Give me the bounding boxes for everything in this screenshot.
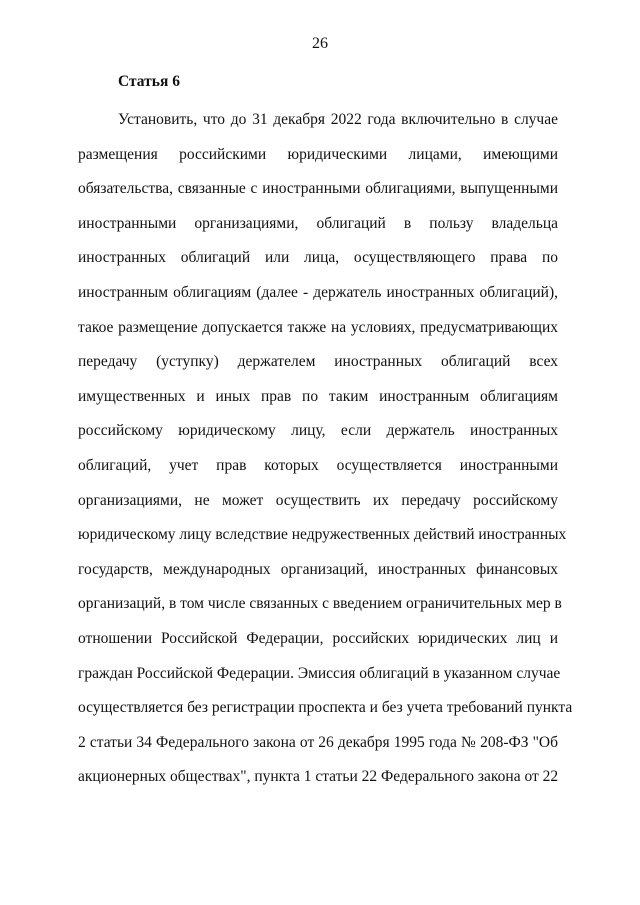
body-line: иностранными организациями, облигаций в пользу владельца xyxy=(78,214,558,232)
body-line: имущественных и иных прав по таким иностранным облигациям xyxy=(78,387,558,405)
body-line: отношении Российской Федерации, российских юридических лиц и xyxy=(78,629,558,647)
body-line: государств, международных организаций, иностранных финансовых xyxy=(78,560,558,578)
body-line: российскому юридическому лицу, если держатель иностранных xyxy=(78,422,558,440)
body-line: 2 статьи 34 Федерального закона от 26 декабря 1995 года № 208-ФЗ "Об xyxy=(78,733,558,751)
body-line: облигаций, учет прав которых осуществляется иностранными xyxy=(78,456,558,474)
body-line: передачу (уступку) держателем иностранных облигаций всех xyxy=(78,353,558,371)
page-number: 26 xyxy=(312,35,328,52)
body-line: такое размещение допускается также на условиях, предусматривающих xyxy=(78,318,558,336)
body-line: юридическому лицу вследствие недружественных действий иностранных xyxy=(78,526,567,544)
body-line: граждан Российской Федерации. Эмиссия облигаций в указанном случае xyxy=(78,664,561,682)
article-heading: Статья 6 xyxy=(118,73,180,90)
body-line: акционерных обществах", пункта 1 статьи 22 Федерального закона от 22 xyxy=(78,768,559,786)
body-line: размещения российскими юридическими лицами, имеющими xyxy=(78,145,558,163)
article-body xyxy=(78,108,573,800)
body-line: организациями, не может осуществить их передачу российскому xyxy=(78,491,558,509)
body-line: Установить, что до 31 декабря 2022 года включительно в случае xyxy=(118,111,558,128)
body-line: иностранных облигаций или лица, осуществляющего права по xyxy=(78,249,558,267)
body-line: организаций, в том числе связанных с введением ограничительных мер в xyxy=(78,595,562,613)
body-line: осуществляется без регистрации проспекта и без учета требований пункта xyxy=(78,699,573,717)
body-line: обязательства, связанные с иностранными облигациями, выпущенными xyxy=(78,180,558,198)
body-line: иностранным облигациям (далее - держатель иностранных облигаций), xyxy=(78,283,558,301)
